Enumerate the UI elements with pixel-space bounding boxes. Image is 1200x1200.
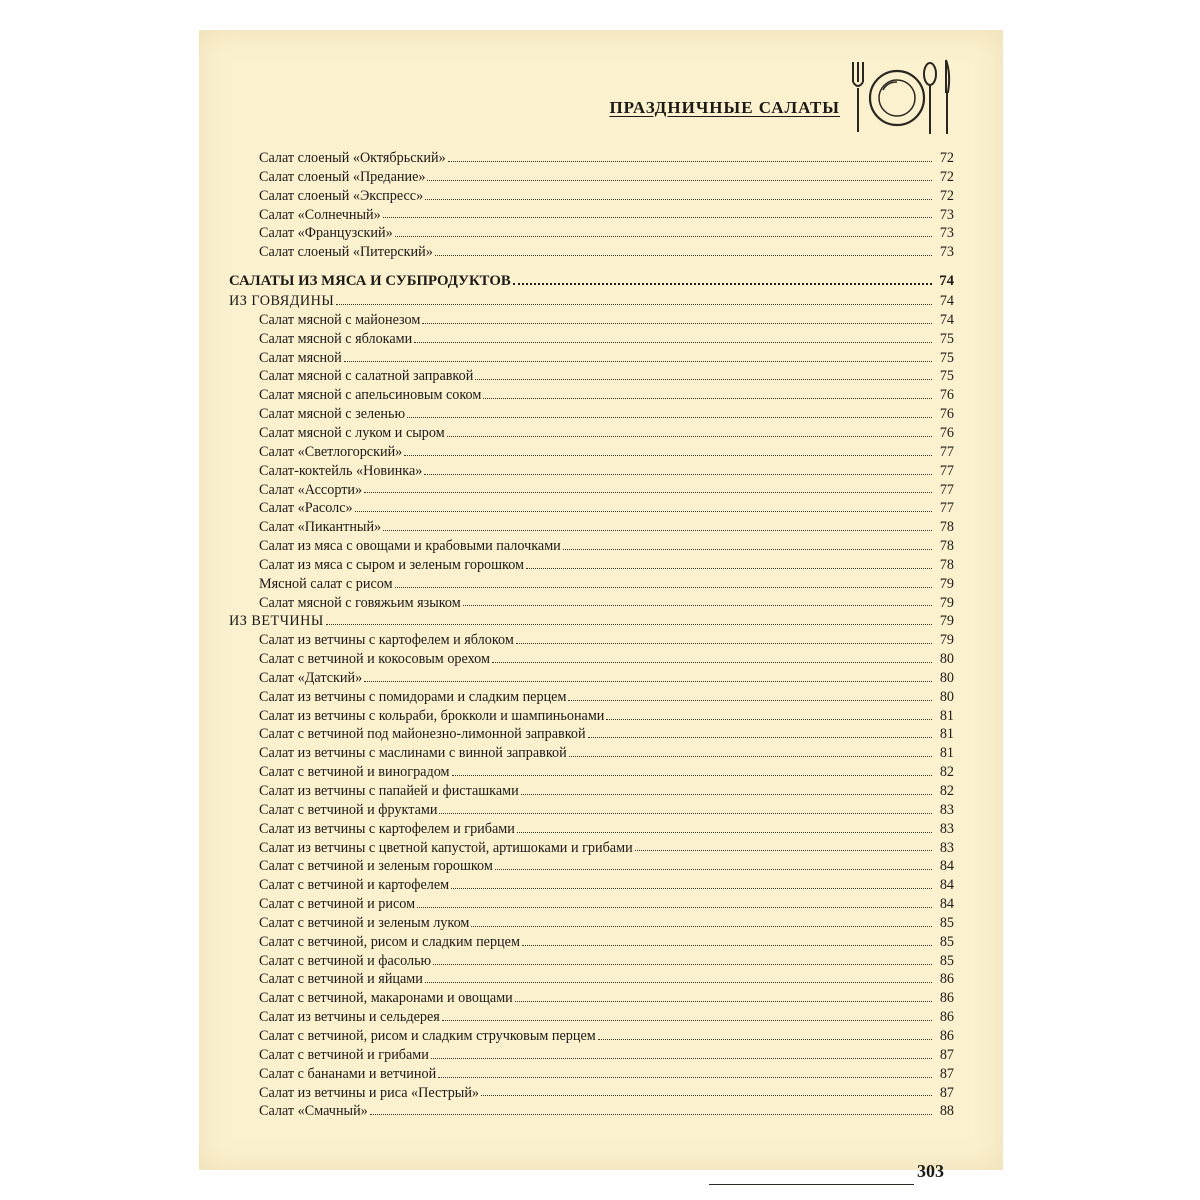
toc-entry-page: 85: [939, 952, 954, 969]
toc-entry-page: 74: [939, 311, 954, 328]
toc-entry: [229, 1008, 954, 1027]
dot-leader: [515, 1001, 932, 1002]
toc-entry-label: Салат «Датский»: [259, 669, 363, 686]
dot-leader: [433, 964, 932, 965]
toc-entry-label: Салат мясной с майонезом: [259, 311, 421, 328]
dot-leader: [438, 1077, 932, 1078]
toc-entry-page: 73: [939, 244, 954, 261]
table-of-contents: [229, 149, 954, 1121]
toc-entry-page: 78: [939, 538, 954, 555]
toc-entry: [229, 1046, 954, 1065]
toc-entry: [229, 518, 954, 537]
toc-entry-label: Салат из ветчины с папайей и фисташками: [259, 783, 519, 799]
toc-entry: [229, 499, 954, 518]
dot-leader: [435, 255, 932, 256]
toc-entry-page: 79: [939, 594, 954, 611]
toc-entry-label: Салат слоеный «Экспресс»: [259, 187, 424, 204]
toc-entry-page: 82: [939, 783, 954, 799]
toc-entry: [229, 631, 954, 650]
toc-entry: [229, 1084, 954, 1103]
dot-leader: [588, 737, 932, 738]
toc-entry: [229, 744, 954, 763]
toc-entry: [229, 1102, 954, 1121]
toc-entry-page: 79: [939, 575, 954, 592]
toc-entry-label: Салат «Ассорти»: [259, 481, 363, 498]
toc-entry-page: 77: [939, 462, 954, 479]
toc-entry: [229, 386, 954, 405]
toc-entry: [229, 933, 954, 952]
toc-entry: [229, 1027, 954, 1046]
toc-entry-label: Салат с ветчиной, рисом и сладким стручковым перцем: [259, 1027, 596, 1044]
toc-entry: [229, 688, 954, 707]
toc-entry-page: 86: [939, 971, 954, 988]
toc-entry: [229, 914, 954, 933]
dot-leader: [404, 455, 932, 456]
footer-rule: [709, 1184, 914, 1185]
dot-leader: [463, 605, 932, 606]
toc-entry-page: 79: [939, 613, 954, 630]
toc-entry-label: Салат мясной с апельсиновым соком: [259, 387, 482, 404]
toc-entry-label: Мясной салат с рисом: [259, 575, 393, 592]
dot-leader: [344, 361, 932, 362]
toc-entry-label: Салат с ветчиной, рисом и сладким перцем: [259, 933, 520, 950]
dot-leader: [427, 180, 932, 181]
dot-leader: [442, 1020, 932, 1021]
toc-entry: [229, 707, 954, 726]
dot-leader: [606, 719, 932, 720]
toc-entry-label: Салат из ветчины и сельдерея: [259, 1009, 440, 1026]
toc-entry: [229, 801, 954, 820]
toc-entry: [229, 443, 954, 462]
dot-leader: [383, 217, 932, 218]
toc-entry-page: 75: [939, 349, 954, 366]
toc-entry-page: 75: [939, 330, 954, 347]
dot-leader: [422, 323, 932, 324]
toc-entry-page: 73: [939, 225, 954, 242]
dot-leader: [513, 283, 932, 285]
toc-entry: [229, 1065, 954, 1084]
toc-entry-label: Салат из ветчины с кольраби, брокколи и шампиньонами: [259, 707, 605, 724]
toc-entry-label: Салат с ветчиной под майонезно-лимонной заправкой: [259, 726, 586, 743]
page-number: 303: [917, 1161, 944, 1181]
toc-entry-label: Салат из ветчины с цветной капустой, артишоками и грибами: [259, 839, 633, 856]
toc-entry-label: Салат с ветчиной и яйцами: [259, 971, 423, 988]
dot-leader: [326, 624, 932, 625]
toc-gap: [229, 262, 954, 270]
toc-entry: [229, 839, 954, 858]
dot-leader: [451, 888, 932, 889]
toc-entry-page: 87: [939, 1065, 954, 1082]
dot-leader: [364, 681, 932, 682]
dot-leader: [516, 643, 932, 644]
toc-entry: [229, 970, 954, 989]
toc-entry: [229, 857, 954, 876]
dot-leader: [407, 417, 932, 418]
toc-entry-label: Салат «Расолс»: [259, 500, 353, 517]
toc-entry: [229, 650, 954, 669]
toc-entry-page: 75: [939, 368, 954, 385]
toc-entry-page: 77: [939, 481, 954, 498]
toc-entry-page: 76: [939, 406, 954, 423]
toc-entry-page: 84: [939, 896, 954, 913]
toc-entry: [229, 952, 954, 971]
toc-entry: [229, 763, 954, 782]
toc-entry-label: Салат «Солнечный»: [259, 206, 381, 223]
toc-entry-page: 84: [939, 858, 954, 875]
dot-leader: [431, 1058, 932, 1059]
toc-entry: [229, 481, 954, 500]
toc-entry-page: 84: [939, 877, 954, 894]
toc-entry: [229, 876, 954, 895]
toc-entry: [229, 594, 954, 613]
toc-entry: [229, 149, 954, 168]
toc-entry-page: 77: [939, 500, 954, 517]
toc-entry: [229, 349, 954, 368]
dot-leader: [355, 511, 932, 512]
toc-section-heading: [229, 270, 954, 292]
dot-leader: [568, 700, 932, 701]
dot-leader: [425, 199, 932, 200]
toc-entry-label: Салат из ветчины с помидорами и сладким перцем: [259, 688, 567, 705]
toc-entry-label: Салат мясной с яблоками: [259, 330, 413, 347]
dot-leader: [383, 530, 932, 531]
toc-entry-page: 83: [939, 839, 954, 856]
dot-leader: [495, 869, 932, 870]
toc-entry-label: Салат «Светлогорский»: [259, 443, 403, 460]
toc-entry-label: Салат из ветчины с картофелем и грибами: [259, 820, 515, 837]
toc-entry-label: Салат из ветчины с картофелем и яблоком: [259, 632, 514, 649]
toc-entry-page: 76: [939, 424, 954, 441]
toc-entry-label: Салат-коктейль «Новинка»: [259, 462, 423, 479]
toc-entry-label: ИЗ ВЕТЧИНЫ: [229, 613, 324, 630]
toc-entry-label: Салат с ветчиной и фасолью: [259, 952, 432, 969]
toc-entry-label: Салат «Смачный»: [259, 1103, 368, 1120]
toc-entry-label: Салат «Пикантный»: [259, 519, 382, 536]
toc-entry: [229, 669, 954, 688]
toc-entry-label: Салат мясной: [259, 349, 342, 366]
dot-leader: [471, 926, 932, 927]
toc-entry-page: 83: [939, 820, 954, 837]
toc-entry-label: Салат с ветчиной и грибами: [259, 1046, 429, 1063]
toc-entry-page: 81: [939, 745, 954, 762]
dot-leader: [364, 492, 932, 493]
dot-leader: [336, 304, 932, 305]
toc-entry: [229, 243, 954, 262]
dot-leader: [563, 549, 932, 550]
toc-entry-label: Салат с ветчиной и картофелем: [259, 877, 450, 894]
toc-subsection-heading: [229, 292, 954, 311]
dot-leader: [492, 662, 932, 663]
toc-entry-label: Салат слоеный «Октябрьский»: [259, 150, 446, 166]
dot-leader: [635, 850, 932, 851]
toc-entry: [229, 330, 954, 349]
toc-entry: [229, 168, 954, 187]
toc-entry-page: 80: [939, 651, 954, 668]
toc-entry: [229, 895, 954, 914]
dot-leader: [370, 1114, 932, 1115]
toc-entry-label: Салат из мяса с сыром и зеленым горошком: [259, 556, 525, 573]
dot-leader: [569, 756, 932, 757]
dot-leader: [483, 398, 932, 399]
toc-entry-label: Салат с ветчиной и зеленым горошком: [259, 858, 493, 875]
dot-leader: [475, 379, 932, 380]
toc-entry: [229, 556, 954, 575]
toc-entry-label: Салат мясной с луком и сыром: [259, 424, 445, 441]
toc-entry-page: 80: [939, 669, 954, 686]
dot-leader: [425, 982, 932, 983]
toc-entry-page: 85: [939, 933, 954, 950]
dot-leader: [517, 832, 932, 833]
toc-entry-label: Салат с ветчиной и фруктами: [259, 801, 438, 818]
toc-entry: [229, 405, 954, 424]
toc-entry: [229, 725, 954, 744]
toc-entry-label: Салат с бананами и ветчиной: [259, 1065, 437, 1082]
dot-leader: [521, 794, 932, 795]
toc-entry: [229, 311, 954, 330]
dot-leader: [481, 1095, 932, 1096]
running-header-title: ПРАЗДНИЧНЫЕ САЛАТЫ: [609, 98, 840, 117]
toc-entry: [229, 206, 954, 225]
toc-entry-page: 80: [939, 688, 954, 705]
toc-entry-label: ИЗ ГОВЯДИНЫ: [229, 293, 335, 310]
toc-entry-label: Салат с ветчиной и кокосовым орехом: [259, 651, 490, 668]
dot-leader: [452, 775, 933, 776]
toc-entry-label: Салат с ветчиной и виноградом: [259, 764, 450, 781]
toc-entry-page: 72: [939, 168, 954, 185]
toc-entry: [229, 820, 954, 839]
toc-entry-page: 81: [939, 707, 954, 724]
toc-entry-label: Салат с ветчиной и рисом: [259, 896, 416, 913]
page-header: [199, 30, 1003, 150]
toc-entry-label: Салат слоеный «Предание»: [259, 168, 426, 185]
toc-entry: [229, 575, 954, 594]
toc-entry-page: 77: [939, 443, 954, 460]
dot-leader: [414, 342, 932, 343]
toc-entry-page: 73: [939, 206, 954, 223]
toc-entry-page: 87: [939, 1084, 954, 1101]
toc-entry-page: 86: [939, 1009, 954, 1026]
dot-leader: [447, 436, 932, 437]
dot-leader: [424, 474, 932, 475]
cutlery-plate-icon: [847, 52, 955, 142]
toc-entry-page: 88: [939, 1103, 954, 1120]
toc-entry: [229, 224, 954, 243]
toc-entry-page: 72: [939, 187, 954, 204]
toc-entry-page: 83: [939, 801, 954, 818]
toc-entry-page: 85: [939, 914, 954, 931]
toc-subsection-heading: [229, 612, 954, 631]
toc-entry-label: Салат слоеный «Питерский»: [259, 244, 433, 261]
toc-entry-label: Салат мясной с зеленью: [259, 406, 406, 423]
toc-entry-label: Салат из ветчины с маслинами с винной заправкой: [259, 745, 567, 762]
toc-entry: [229, 367, 954, 386]
toc-entry-label: Салат из мяса с овощами и крабовыми палочками: [259, 538, 561, 555]
toc-entry-page: 82: [939, 764, 954, 781]
toc-entry: [229, 462, 954, 481]
toc-entry: [229, 424, 954, 443]
toc-entry-page: 78: [939, 519, 954, 536]
toc-entry-label: Салат из ветчины и риса «Пестрый»: [259, 1084, 480, 1101]
dot-leader: [598, 1039, 932, 1040]
toc-entry-page: 72: [939, 150, 954, 166]
toc-entry-page: 86: [939, 990, 954, 1007]
dot-leader: [526, 568, 932, 569]
toc-entry-page: 79: [939, 632, 954, 649]
toc-entry-page: 74: [939, 293, 954, 310]
toc-entry-label: Салат «Французский»: [259, 225, 393, 242]
dot-leader: [448, 161, 932, 162]
toc-entry: [229, 782, 954, 801]
dot-leader: [522, 945, 932, 946]
toc-entry-page: 78: [939, 556, 954, 573]
dot-leader: [395, 587, 932, 588]
toc-entry: [229, 187, 954, 206]
dot-leader: [439, 813, 932, 814]
toc-entry-label: Салат с ветчиной и зеленым луком: [259, 914, 470, 931]
toc-entry-page: 76: [939, 387, 954, 404]
dot-leader: [417, 907, 932, 908]
toc-entry-label: Салат с ветчиной, макаронами и овощами: [259, 990, 513, 1007]
toc-entry-page: 74: [939, 273, 954, 290]
book-page: [199, 30, 1003, 1181]
dot-leader: [395, 236, 932, 237]
toc-entry: [229, 537, 954, 556]
toc-entry-label: САЛАТЫ ИЗ МЯСА И СУБПРОДУКТОВ: [229, 273, 511, 290]
toc-entry: [229, 989, 954, 1008]
toc-entry-label: Салат мясной с салатной заправкой: [259, 368, 474, 385]
toc-entry-label: Салат мясной с говяжьим языком: [259, 594, 461, 611]
toc-entry-page: 86: [939, 1027, 954, 1044]
toc-entry-page: 81: [939, 726, 954, 743]
toc-entry-page: 87: [939, 1046, 954, 1063]
